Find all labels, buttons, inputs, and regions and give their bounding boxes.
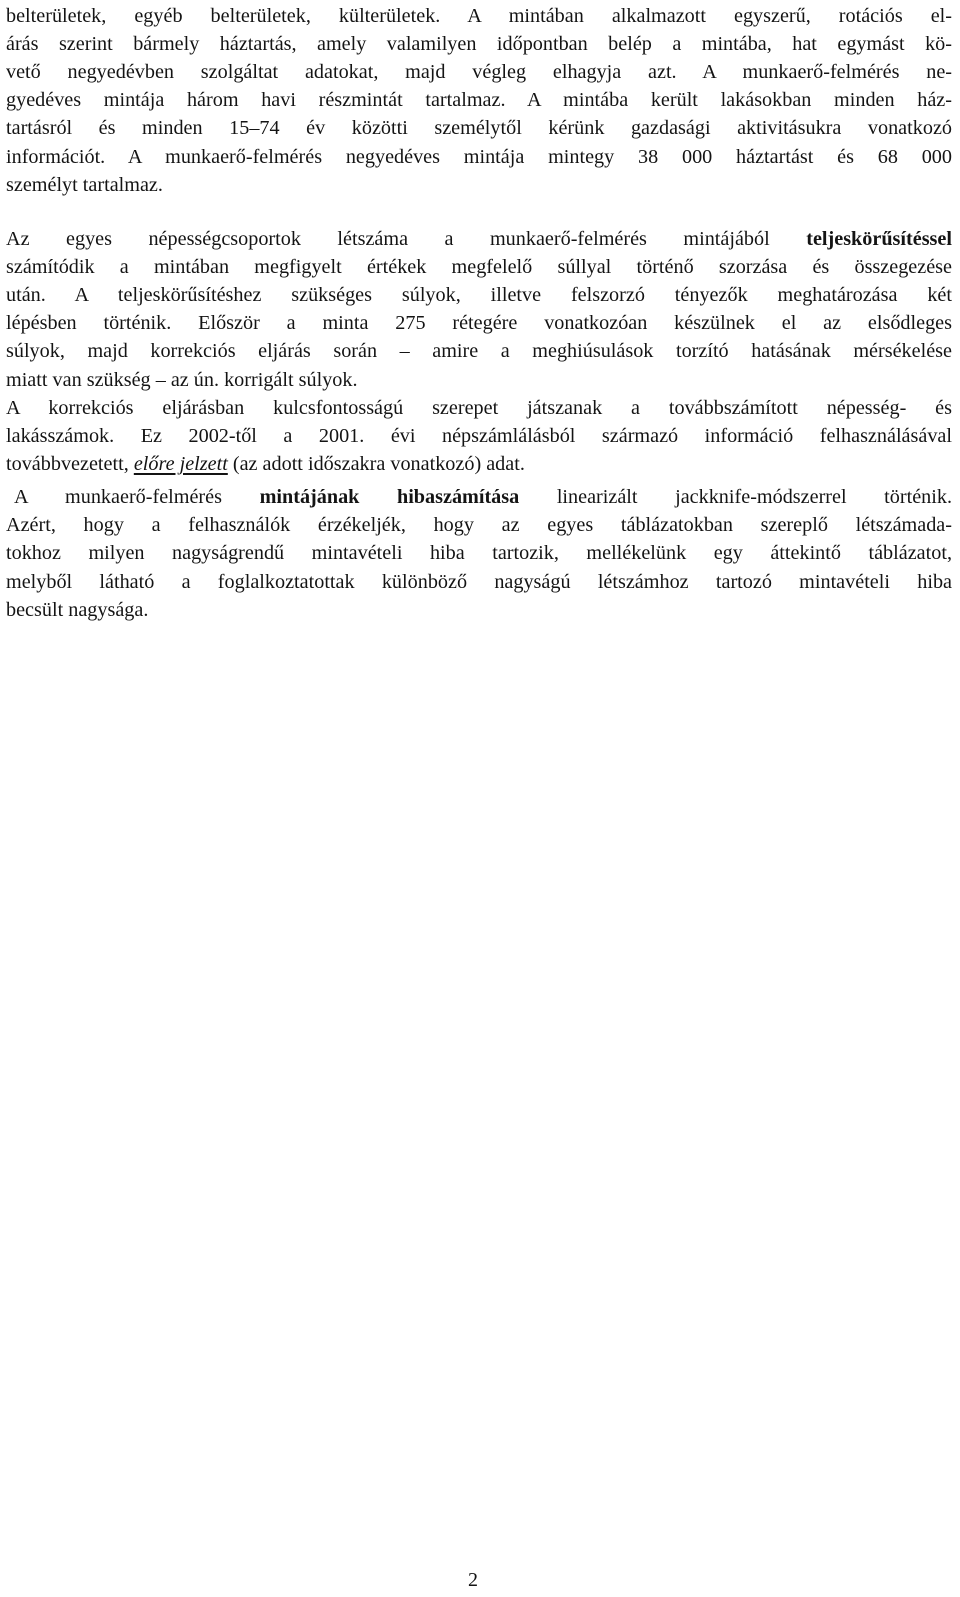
- text-line: miatt van szükség – az ún. korrigált súlyok.: [6, 369, 358, 391]
- text-line: vető negyedévben szolgáltat adatokat, majd végleg elhagyja azt. A munkaerő-felmérés ne-: [6, 61, 952, 83]
- text-line: [6, 448, 952, 480]
- text-line: információt. A munkaerő-felmérés negyedéves mintája mintegy 38 000 háztartást és 68 000: [6, 146, 952, 168]
- text-line: gyedéves mintája három havi részmintát tartalmaz. A mintába került lakásokban minden ház-: [6, 89, 952, 111]
- text-segment: továbbvezetett,: [6, 453, 129, 475]
- text-line: belterületek, egyéb belterületek, külterületek. A mintában alkalmazott egyszerű, rotációs el-: [6, 5, 952, 27]
- text-segment: (az adott időszakra vonatkozó) adat.: [232, 453, 525, 475]
- text-line: árás szerint bármely háztartás, amely valamilyen időpontban belép a mintába, hat egymást kö-: [6, 33, 952, 55]
- text-segment: A munkaerő-felmérés: [14, 486, 222, 508]
- italic-term: előre jelzett: [133, 453, 228, 475]
- text-line: súlyok, majd korrekciós eljárás során – amire a meghiúsulások torzító hatásának mérsékelése: [6, 340, 952, 362]
- text-line: lépésben történik. Először a minta 275 rétegére vonatkozóan készülnek el az elsődleges: [6, 312, 952, 334]
- text-segment: Az egyes népességcsoportok létszáma a munkaerő-felmérés mintájából: [6, 228, 770, 250]
- text-segment: linearizált jackknife-módszerrel történik.: [556, 486, 953, 508]
- text-line: Azért, hogy a felhasználók érzékeljék, hogy az egyes táblázatokban szereplő létszámada-: [6, 514, 952, 536]
- text-line: tartásról és minden 15–74 év közötti személytől kérünk gazdasági aktivitásukra vonatkozó: [6, 117, 952, 139]
- text-line: személyt tartalmaz.: [6, 174, 163, 196]
- text-line: tokhoz milyen nagyságrendű mintavételi hiba tartozik, mellékelünk egy áttekintő táblázatot,: [6, 542, 952, 564]
- text-line: melyből látható a foglalkoztatottak különböző nagyságú létszámhoz tartozó mintavételi hiba: [6, 571, 952, 593]
- bold-term: mintájának hibaszámítása: [259, 486, 520, 508]
- page-number: 2: [468, 1569, 478, 1591]
- text-line: becsült nagysága.: [6, 599, 149, 621]
- bold-term: teljeskörűsítéssel: [806, 228, 952, 250]
- text-line: lakásszámok. Ez 2002-től a 2001. évi népszámlálásból származó információ felhasználásával: [6, 425, 952, 447]
- text-line: után. A teljeskörűsítéshez szükséges súlyok, illetve felszorzó tényezők meghatározása két: [6, 284, 952, 306]
- text-line: A korrekciós eljárásban kulcsfontosságú szerepet játszanak a továbbszámított népesség- és: [6, 397, 952, 419]
- text-line: számítódik a mintában megfigyelt értékek megfelelő súllyal történő szorzása és összegezése: [6, 256, 952, 278]
